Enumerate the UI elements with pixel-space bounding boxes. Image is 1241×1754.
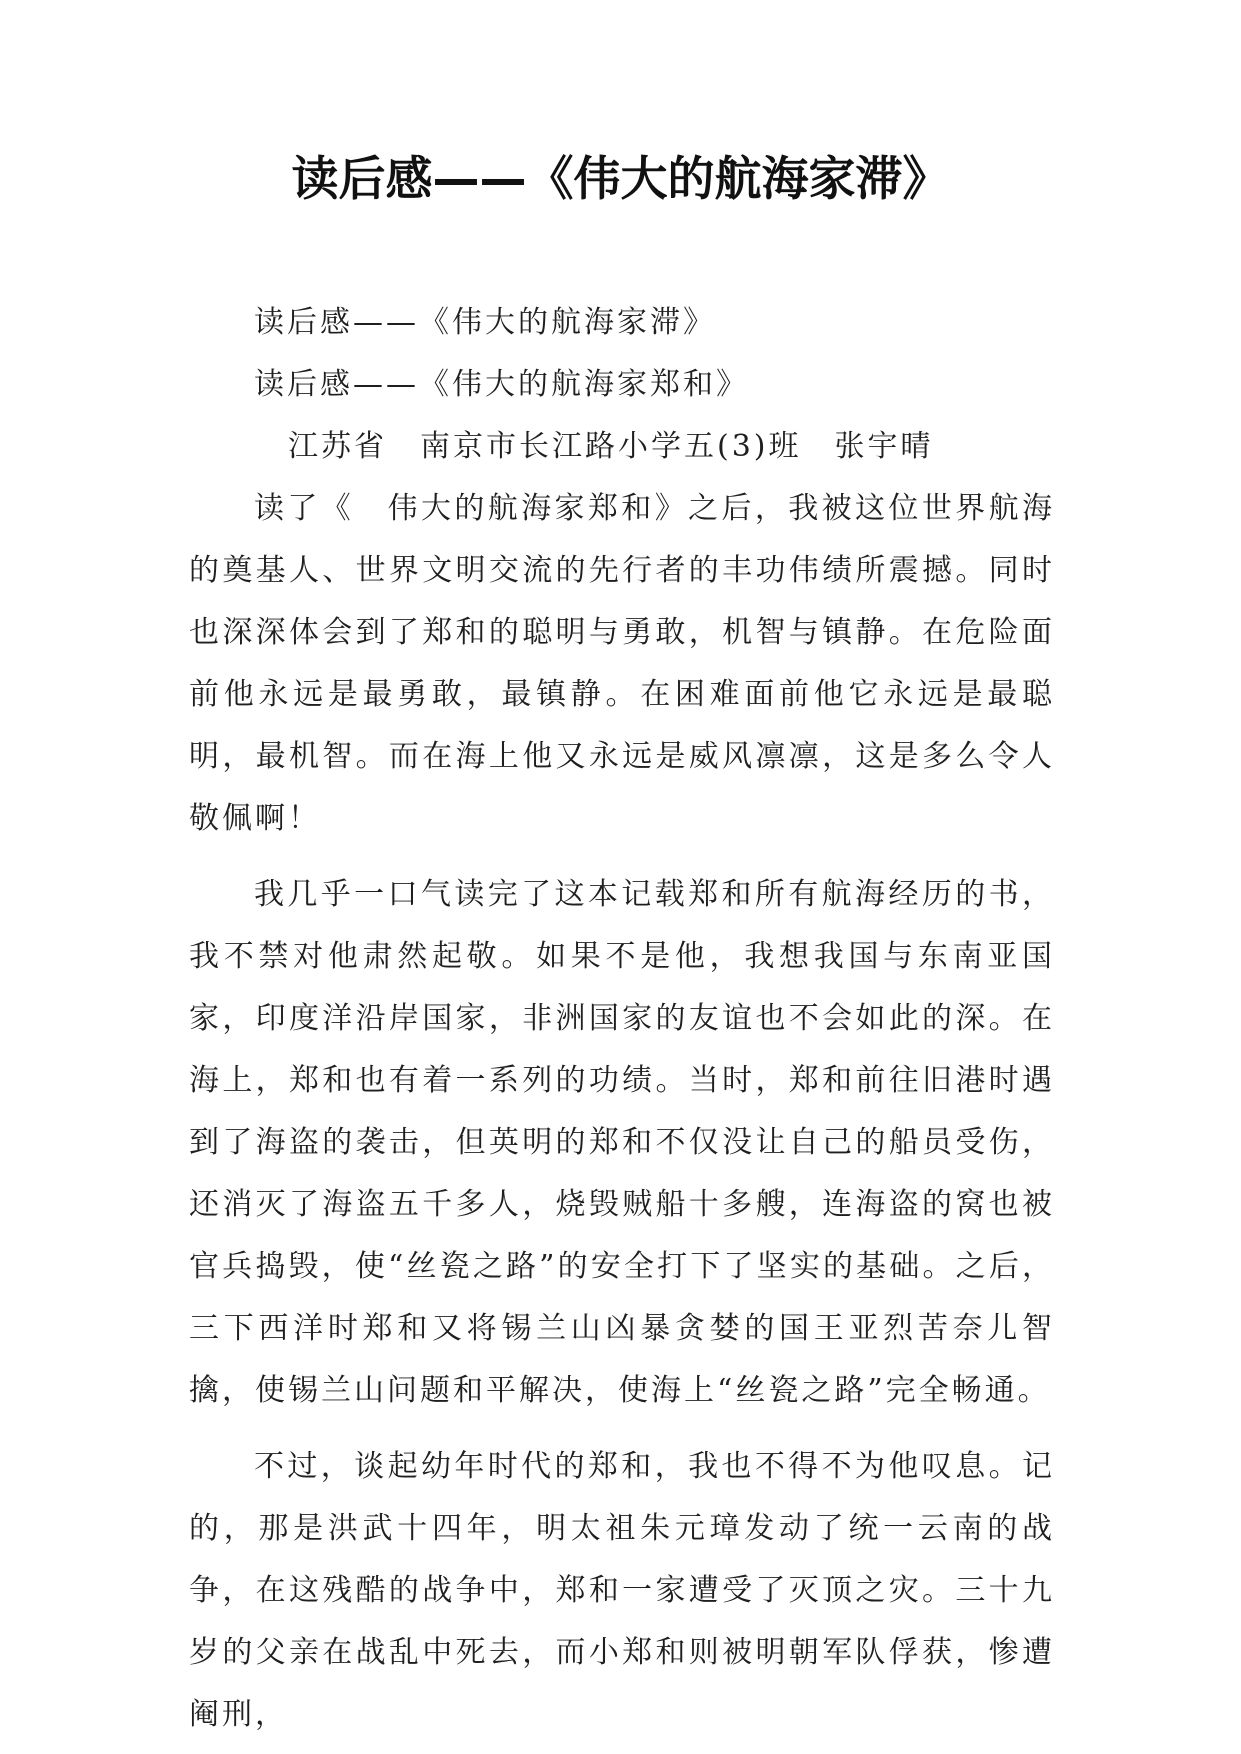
document-title: 读后感——《伟大的航海家滞》 [291, 152, 950, 207]
author-line: 江苏省 南京市长江路小学五(3)班 张宇晴 [288, 429, 934, 464]
document-body [189, 292, 1055, 1746]
paragraph-3: 不过，谈起幼年时代的郑和，我也不得不为他叹息。记的，那是洪武十四年，明太祖朱元璋发动了统一云南的战争，在这残酷的战争中，郑和一家遭受了灭顶之灾。三十九岁的父亲在战乱中死去，而小郑和则被明朝军队俘获，惨遭阉刑， [189, 1449, 1055, 1732]
paragraph-gap [189, 850, 1055, 864]
paragraph-1: 读了《 伟大的航海家郑和》之后，我被这位世界航海的奠基人、世界文明交流的先行者的丰功伟绩所震撼。同时也深深体会到了郑和的聪明与勇敢，机智与镇静。在危险面前他永远是最勇敢，最镇静。在困难面前他它永远是最聪明，最机智。而在海上他又永远是威风凛凛，这是多么令人敬佩啊！ [189, 491, 1055, 836]
paragraph-2: 我几乎一口气读完了这本记载郑和所有航海经历的书，我不禁对他肃然起敬。如果不是他，我想我国与东南亚国家，印度洋沿岸国家，非洲国家的友谊也不会如此的深。在海上，郑和也有着一系列的功绩。当时，郑和前往旧港时遇到了海盗的袭击，但英明的郑和不仅没让自己的船员受伤，还消灭了海盗五千多人，烧毁贼船十多艘，连海盗的窝也被官兵捣毁，使“丝瓷之路”的安全打下了坚实的基础。之后，三下西洋时郑和又将锡兰山凶暴贪婪的国王亚烈苦奈儿智擒，使锡兰山问题和平解决，使海上“丝瓷之路”完全畅通。 [189, 877, 1055, 1408]
subtitle-line-2: 读后感——《伟大的航海家郑和》 [254, 367, 749, 402]
paragraph-gap [189, 1422, 1055, 1436]
subtitle-line-1: 读后感——《伟大的航海家滞》 [254, 305, 716, 340]
